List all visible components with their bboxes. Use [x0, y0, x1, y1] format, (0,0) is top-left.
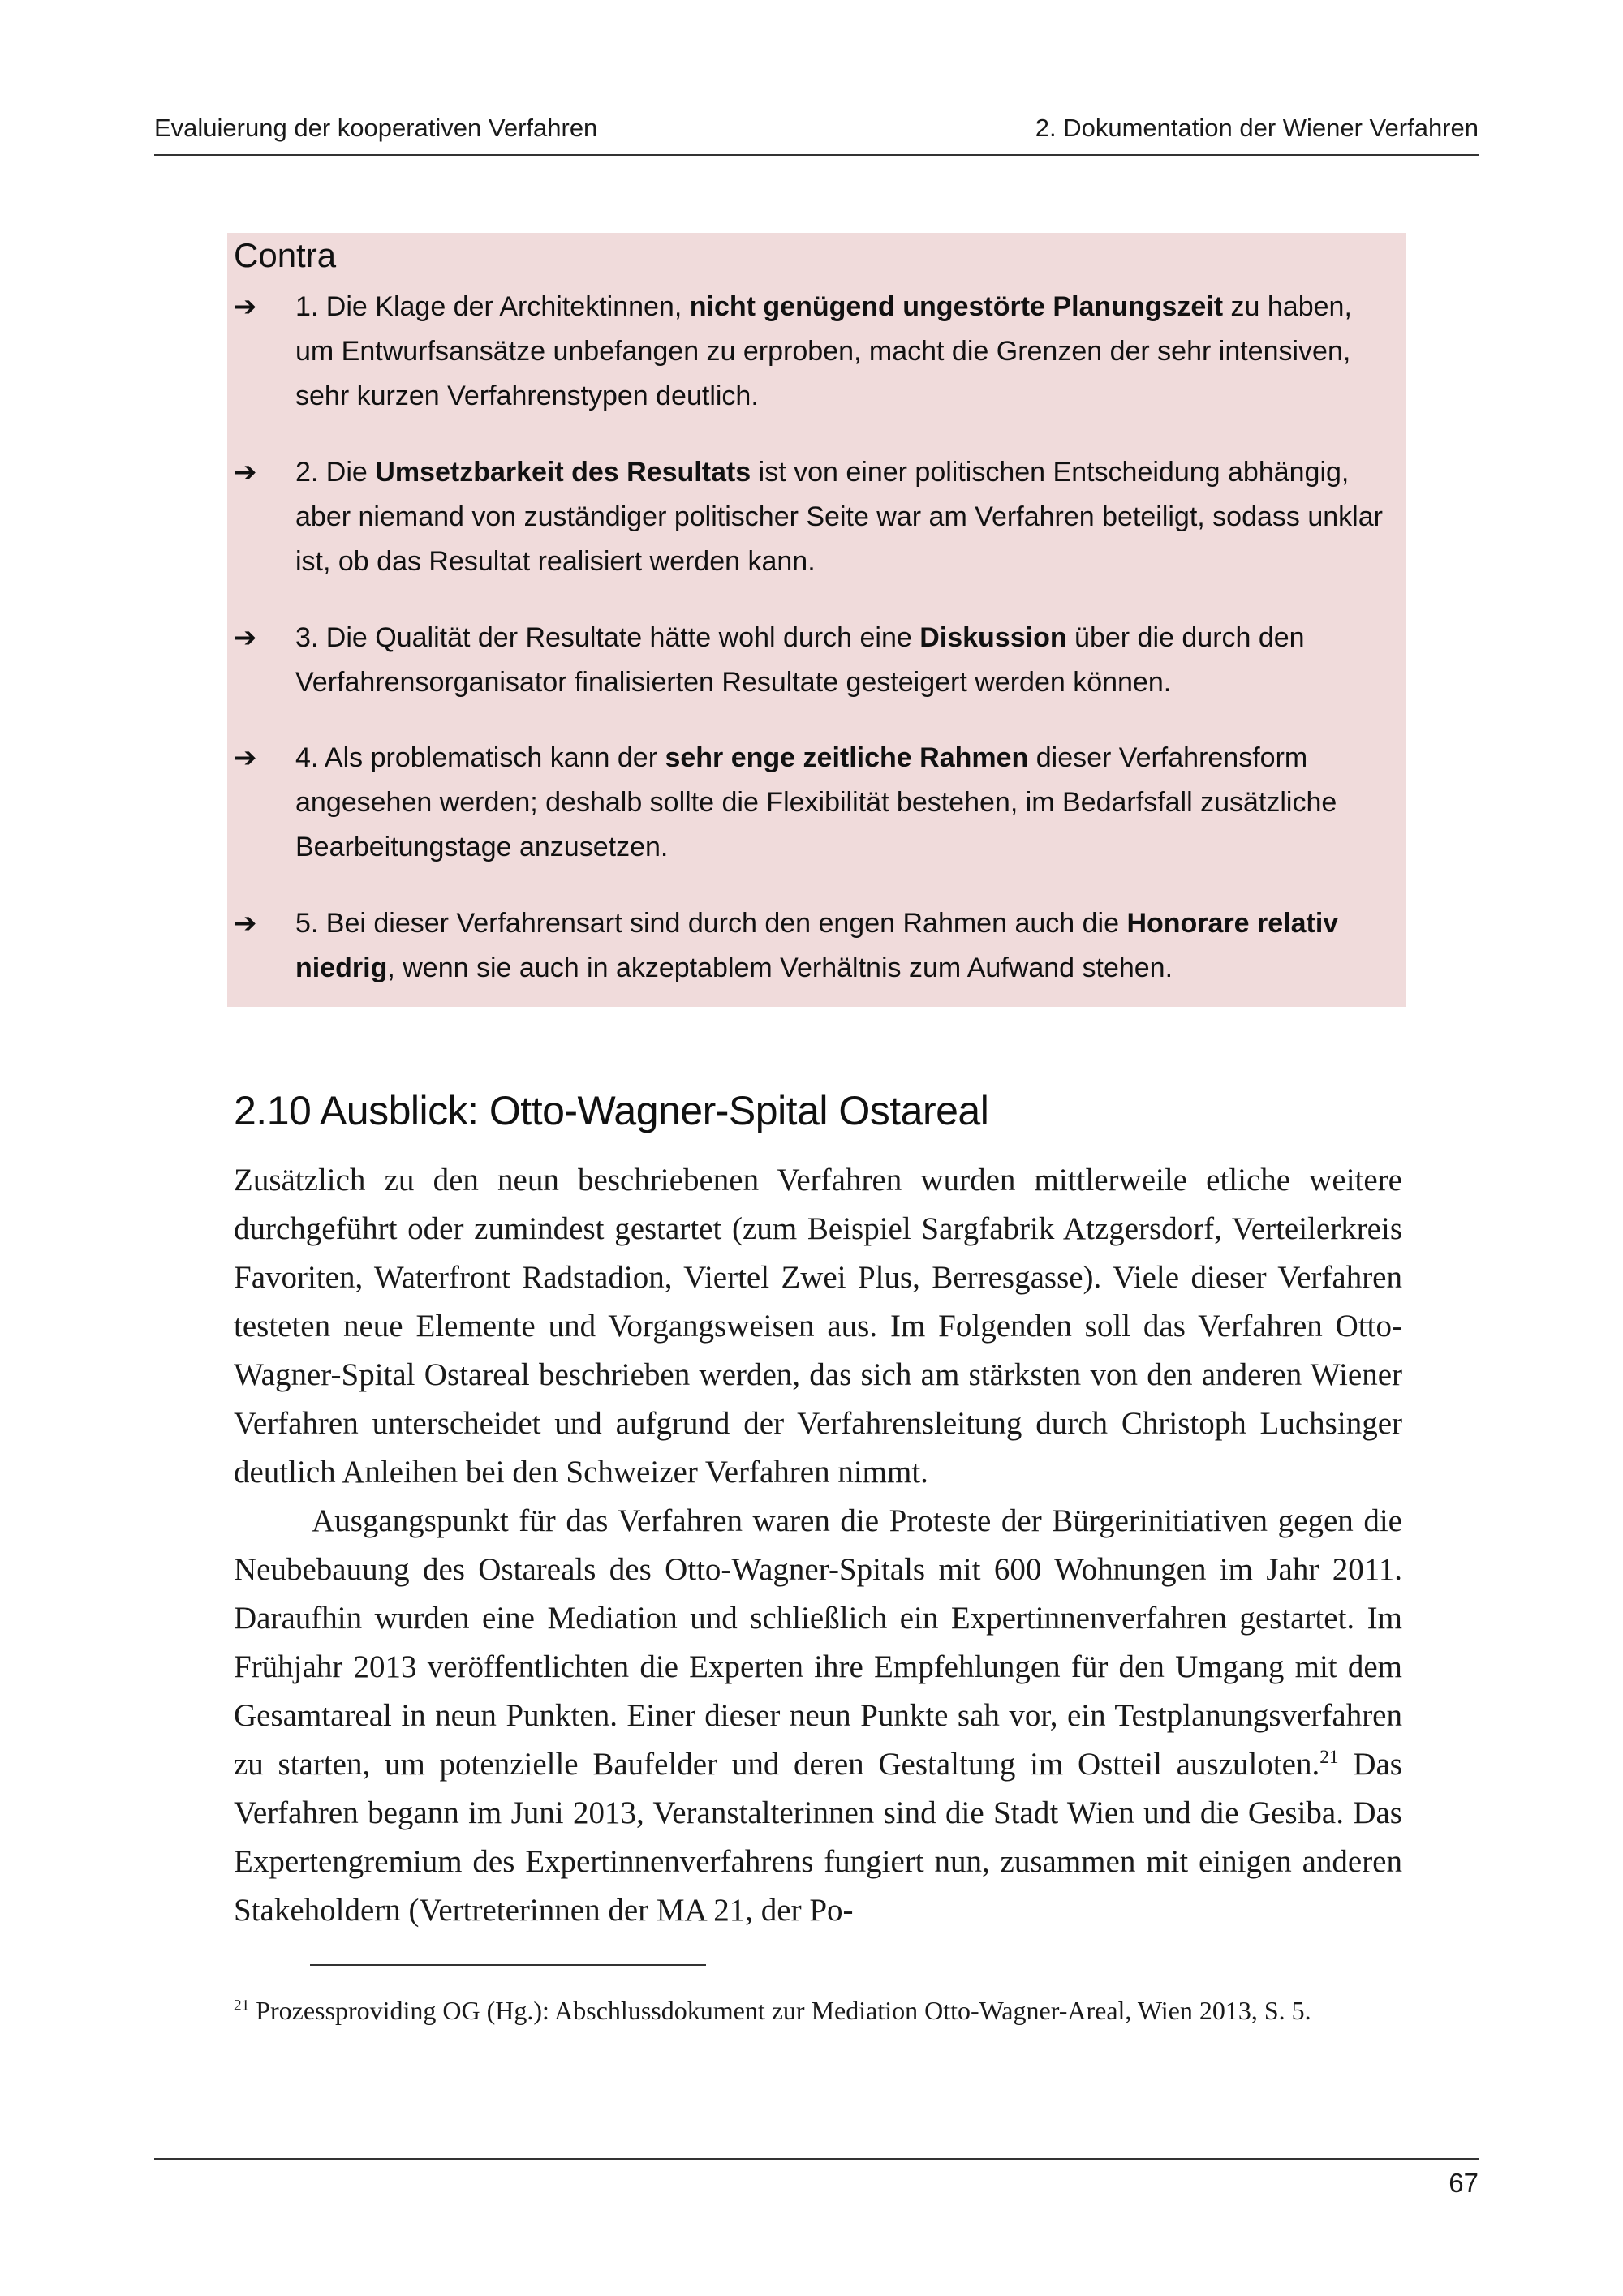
contra-item-text: 1. Die Klage der Architektinnen, nicht genügend ungestörte Planungszeit zu haben, um Entwurfsansätze unbefangen zu erproben, macht die Grenzen der sehr intensiven, sehr kurzen Verfahrenstypen deutlich. — [295, 291, 1352, 411]
footnote — [234, 1989, 1402, 2032]
arrow-right-icon: ➔ — [234, 457, 257, 488]
contra-item-text: 3. Die Qualität der Resultate hätte wohl durch eine Diskussion über die durch den Verfahrensorganisator finalisierten Resultate gesteigert werden können. — [295, 622, 1305, 698]
footer-rule — [154, 2158, 1479, 2160]
arrow-right-icon: ➔ — [234, 622, 257, 653]
contra-box — [227, 233, 1406, 1007]
header-right-chapter: 2. Dokumentation der Wiener Verfahren — [1035, 114, 1479, 142]
paragraph-2: Ausgangspunkt für das Verfahren waren die Proteste der Bürgerinitiativen gegen die Neubebauung des Ostareals des Otto-Wagner-Spitals mit 600 Wohnungen im Jahr 2011. Daraufhin wurden eine Mediation und schließlich ein Expertinnenverfahren gestartet. Im Frühjahr 2013 veröffentlichten die Experten ihre Empfehlungen für den Umgang mit dem Gesamtareal in neun Punkten. Einer dieser neun Punkte sah vor, ein Testplanungsverfahren zu starten, um potenzielle Baufelder und deren Gestaltung im Ostteil auszuloten.$^{21}$ Das Verfahren begann im Juni 2013, Veranstalterinnen sind die Stadt Wien und die Gesiba. Das Expertengremium des Expertinnenverfahrens fungiert nun, zusammen mit einigen anderen Stakeholdern (Vertreterinnen der MA 21, der Po- — [234, 1503, 1402, 1928]
arrow-right-icon: ➔ — [234, 908, 257, 939]
arrow-right-icon: ➔ — [234, 742, 257, 773]
contra-item-text: 4. Als problematisch kann der sehr enge zeitliche Rahmen dieser Verfahrensform angesehen werden; deshalb sollte die Flexibilität bestehen, im Bedarfsfall zusätzliche Bearbeitungstage anzusetzen. — [295, 742, 1337, 862]
contra-item-2 — [234, 450, 1386, 584]
contra-item-5 — [234, 901, 1386, 991]
section-title: 2.10 Ausblick: Otto-Wagner-Spital Ostareal — [234, 1088, 989, 1133]
footnote-separator — [310, 1964, 706, 1966]
header-left-title: Evaluierung der kooperativen Verfahren — [154, 114, 598, 142]
arrow-right-icon: ➔ — [234, 291, 257, 322]
contra-title: Contra — [234, 236, 337, 274]
footnote-reference[interactable]: 21 — [1319, 1747, 1339, 1768]
running-header — [154, 114, 1479, 143]
contra-item-text: 5. Bei dieser Verfahrensart sind durch den engen Rahmen auch die Honorare relativ niedrig, wenn sie auch in akzeptablem Verhältnis zum Aufwand stehen. — [295, 908, 1339, 983]
contra-item-text: 2. Die Umsetzbarkeit des Resultats ist von einer politischen Entscheidung abhängig, aber niemand von zuständiger politischer Seite war am Verfahren beteiligt, sodass unklar ist, ob das Resultat realisiert werden kann. — [295, 457, 1383, 577]
contra-item-3 — [234, 616, 1386, 705]
contra-item-1 — [234, 285, 1386, 419]
body-text — [234, 1156, 1402, 1935]
contra-item-4 — [234, 736, 1386, 870]
page-number: 67 — [1449, 2168, 1479, 2198]
paragraph-1: Zusätzlich zu den neun beschriebenen Verfahren wurden mittlerweile etliche weitere durchgeführt oder zumindest gestartet (zum Beispiel Sargfabrik Atzgersdorf, Verteilerkreis Favoriten, Waterfront Radstadion, Viertel Zwei Plus, Berresgasse). Viele dieser Verfahren testeten neue Elemente und Vorgangsweisen aus. Im Folgenden soll das Verfahren Otto-Wagner-Spital Ostareal beschrieben werden, das sich am stärksten von den anderen Wiener Verfahren unterscheidet und aufgrund der Verfahrensleitung durch Christoph Luchsinger deutlich Anleihen bei den Schweizer Verfahren nimmt. — [234, 1163, 1402, 1490]
footnote-number: 21 — [234, 1997, 250, 2014]
header-rule — [154, 154, 1479, 156]
footnote-text: Prozessproviding OG (Hg.): Abschlussdokument zur Mediation Otto-Wagner-Areal, Wien 2013, S. 5. — [249, 1996, 1311, 2025]
